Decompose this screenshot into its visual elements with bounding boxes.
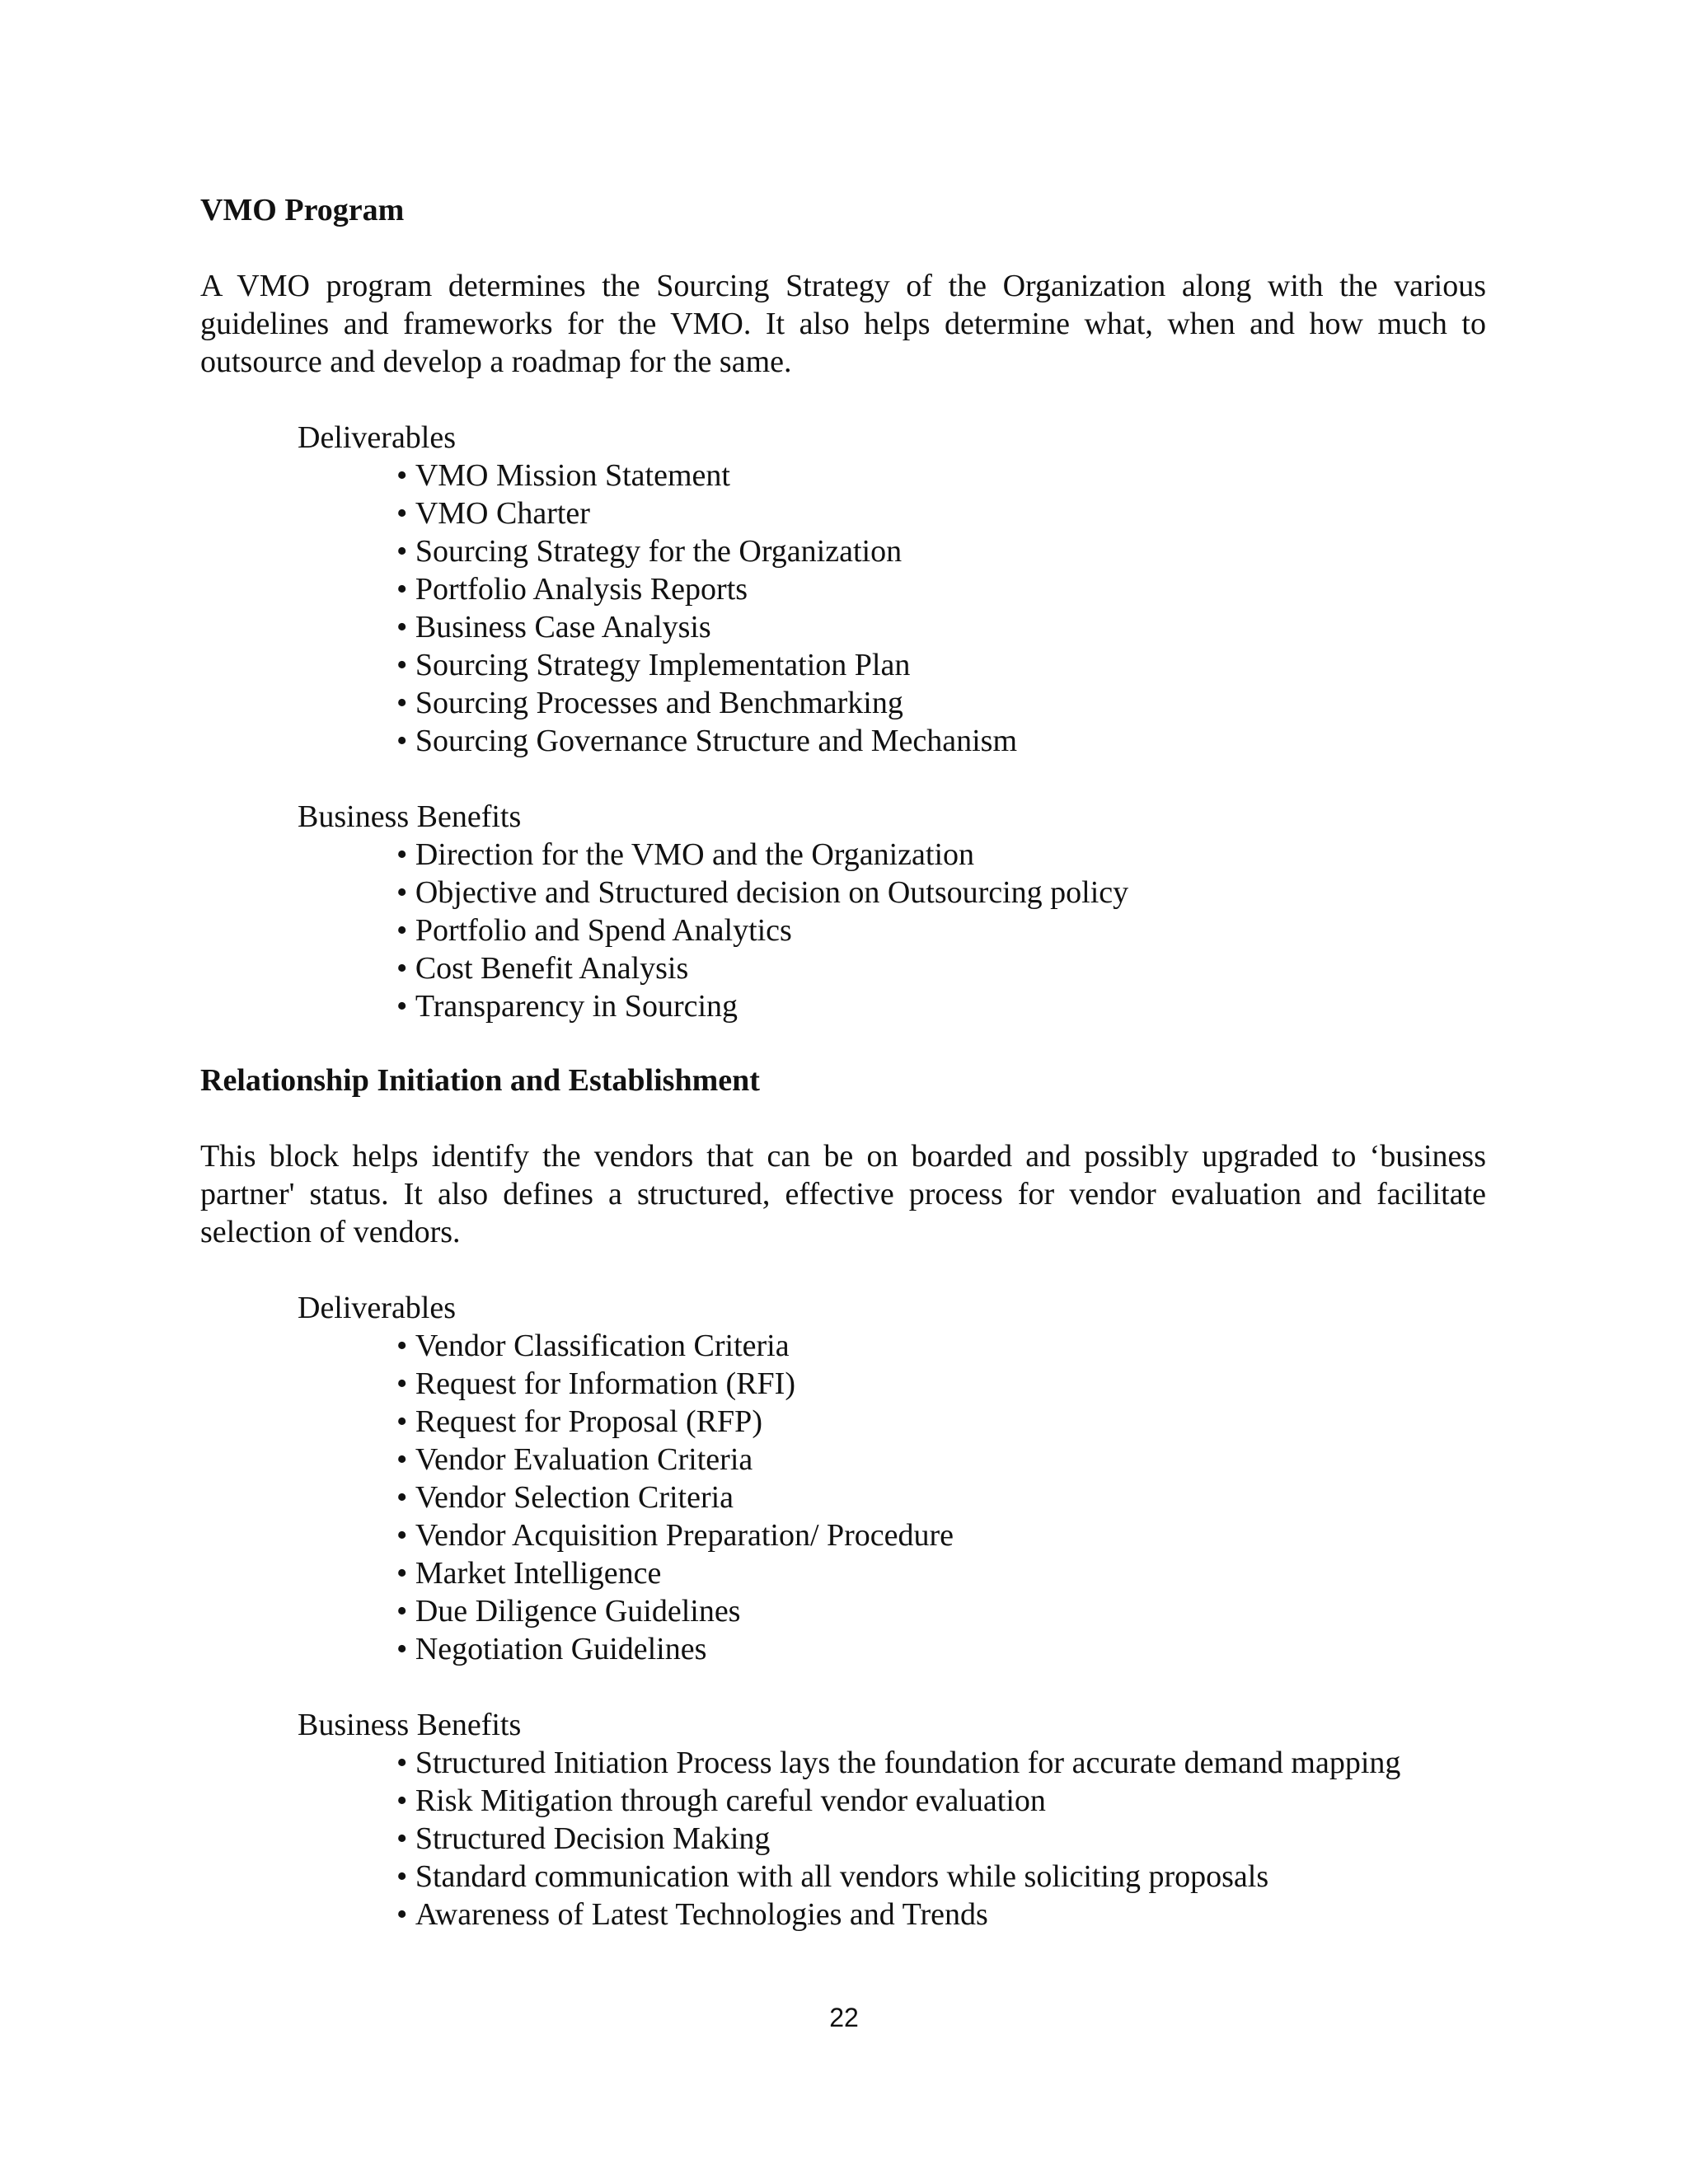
list-item: • VMO Charter bbox=[396, 494, 1486, 532]
list-item: • Structured Decision Making bbox=[396, 1820, 1486, 1858]
list-item: • Sourcing Governance Structure and Mechanism bbox=[396, 722, 1486, 760]
list-item: • Market Intelligence bbox=[396, 1554, 1486, 1592]
list-item: • Request for Proposal (RFP) bbox=[396, 1403, 1486, 1441]
list-item: • Request for Information (RFI) bbox=[396, 1365, 1486, 1403]
section-paragraph-relationship-initiation: This block helps identify the vendors that can be on boarded and possibly upgraded to ‘business partner' status. It also defines a structured, effective process for vendor evaluation and facilitate selection of vendors. bbox=[200, 1139, 1486, 1249]
list-item: • Vendor Evaluation Criteria bbox=[396, 1441, 1486, 1479]
list-item: • Transparency in Sourcing bbox=[396, 987, 1486, 1025]
list-item: • Sourcing Processes and Benchmarking bbox=[396, 684, 1486, 722]
list-item: • Vendor Selection Criteria bbox=[396, 1479, 1486, 1516]
business-benefits-label: Business Benefits bbox=[298, 1708, 522, 1742]
section-spacer bbox=[200, 1025, 1486, 1062]
list-item: • Risk Mitigation through careful vendor evaluation bbox=[396, 1782, 1486, 1820]
deliverables-list bbox=[200, 1327, 1486, 1668]
list-item: • Vendor Acquisition Preparation/ Procedure bbox=[396, 1516, 1486, 1554]
page-number: 22 bbox=[829, 2003, 859, 2032]
list-item: • Structured Initiation Process lays the foundation for accurate demand mapping bbox=[396, 1744, 1486, 1782]
business-benefits-list bbox=[200, 836, 1486, 1025]
list-item: • Due Diligence Guidelines bbox=[396, 1592, 1486, 1630]
list-item: • Business Case Analysis bbox=[396, 608, 1486, 646]
list-item: • Direction for the VMO and the Organization bbox=[396, 836, 1486, 874]
list-item: • VMO Mission Statement bbox=[396, 457, 1486, 494]
deliverables-list bbox=[200, 457, 1486, 760]
deliverables-label: Deliverables bbox=[298, 420, 457, 455]
business-benefits-list bbox=[200, 1744, 1486, 1933]
list-item: • Portfolio and Spend Analytics bbox=[396, 912, 1486, 949]
list-item: • Awareness of Latest Technologies and Trends bbox=[396, 1896, 1486, 1933]
section-paragraph-vmo-program: A VMO program determines the Sourcing Strategy of the Organization along with the various guidelines and frameworks for the VMO. It also helps determine what, when and how much to outsource and develop a roadmap for the same. bbox=[200, 269, 1486, 379]
list-item: • Cost Benefit Analysis bbox=[396, 949, 1486, 987]
list-item: • Objective and Structured decision on Outsourcing policy bbox=[396, 874, 1486, 912]
page-content bbox=[200, 191, 1486, 1933]
section-heading-relationship-initiation: Relationship Initiation and Establishment bbox=[200, 1063, 760, 1098]
list-item: • Sourcing Strategy for the Organization bbox=[396, 532, 1486, 570]
business-benefits-label: Business Benefits bbox=[298, 799, 522, 834]
list-item: • Standard communication with all vendors while soliciting proposals bbox=[396, 1858, 1486, 1896]
list-item: • Portfolio Analysis Reports bbox=[396, 570, 1486, 608]
list-item: • Vendor Classification Criteria bbox=[396, 1327, 1486, 1365]
list-item: • Sourcing Strategy Implementation Plan bbox=[396, 646, 1486, 684]
list-item: • Negotiation Guidelines bbox=[396, 1630, 1486, 1668]
section-heading-vmo-program: VMO Program bbox=[200, 193, 405, 227]
deliverables-label: Deliverables bbox=[298, 1291, 457, 1325]
